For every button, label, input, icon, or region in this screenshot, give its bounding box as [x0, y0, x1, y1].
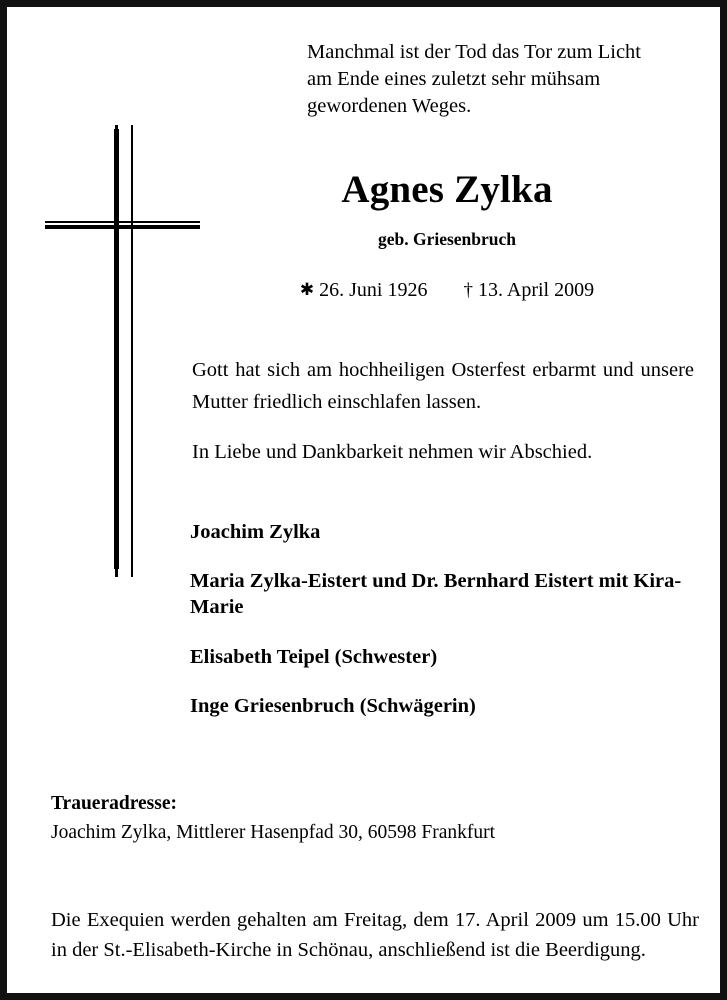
- family-member: Inge Griesenbruch (Schwägerin): [190, 694, 476, 717]
- obituary-card: [7, 7, 720, 993]
- death-date: 13. April 2009: [477, 279, 595, 301]
- motto-line-2: am Ende eines zuletzt sehr mühsam: [307, 68, 601, 91]
- life-dates: [187, 279, 707, 302]
- cross-vertical-bar-secondary: [131, 125, 133, 577]
- cross-horizontal-bar-thin: [45, 221, 200, 223]
- family-member: Joachim Zylka: [190, 521, 321, 543]
- maiden-name: geb. Griesenbruch: [377, 229, 517, 249]
- motto-line-1: Manchmal ist der Tod das Tor zum Licht: [307, 41, 641, 63]
- condolence-paragraph-2: In Liebe und Dankbarkeit nehmen wir Abschied.: [192, 441, 593, 463]
- family-member: Maria Zylka-Eistert und Dr. Bernhard Eistert mit Kira-Marie: [190, 570, 682, 619]
- death-symbol-icon: †: [463, 280, 473, 301]
- cross-vertical-bar-outline: [115, 125, 118, 577]
- cross-horizontal-bar: [45, 225, 200, 229]
- cross-icon: [45, 125, 203, 577]
- motto-text: [307, 39, 707, 120]
- motto-line-3: gewordenen Weges.: [307, 95, 472, 118]
- funeral-service-info: Die Exequien werden gehalten am Freitag, dem 17. April 2009 um 15.00 Uhr in der St.-Elisabeth-Kirche in Schönau, anschließend ist die Beerdigung.: [51, 909, 699, 962]
- mourning-address-label: Traueradresse:: [51, 793, 177, 814]
- birth-symbol-icon: ✱: [299, 280, 315, 299]
- birth-date: 26. Juni 1926: [319, 279, 428, 301]
- mourning-address-block: [51, 789, 691, 848]
- mourning-address-value: Joachim Zylka, Mittlerer Hasenpfad 30, 60598 Frankfurt: [51, 822, 496, 844]
- family-member: Elisabeth Teipel (Schwester): [190, 645, 438, 668]
- deceased-name: Agnes Zylka: [341, 168, 553, 211]
- condolence-paragraph-1: Gott hat sich am hochheiligen Osterfest erbarmt und unsere Mutter friedlich einschlafen lassen.: [192, 359, 694, 413]
- family-list: [190, 519, 710, 719]
